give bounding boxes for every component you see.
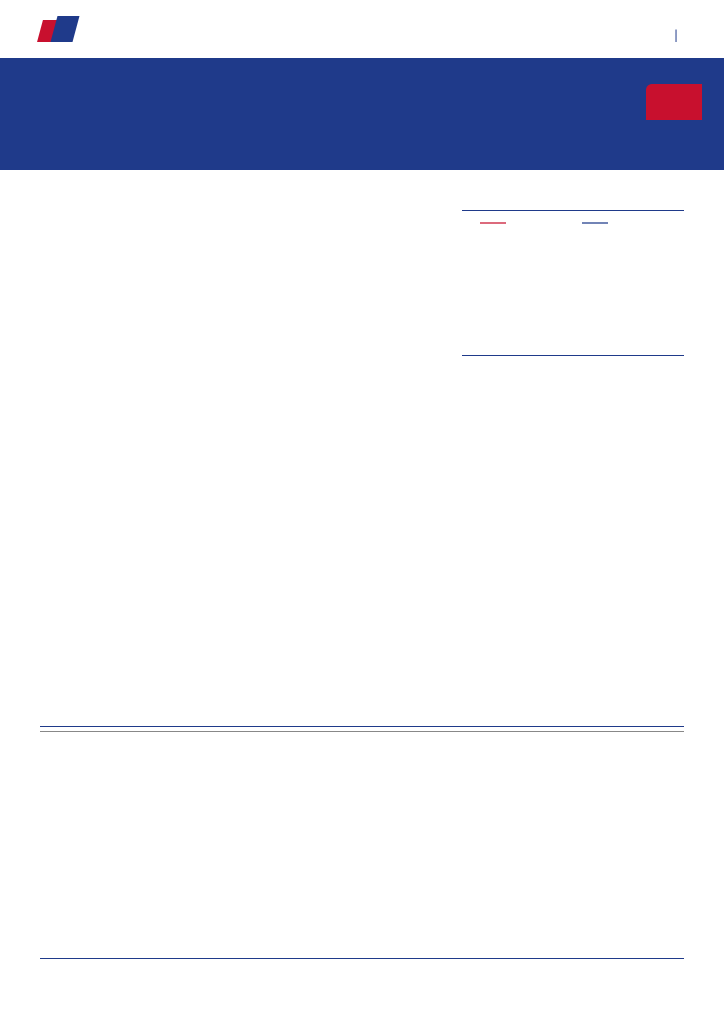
table-title <box>40 724 684 727</box>
core-views <box>40 188 440 194</box>
related-title <box>462 353 684 356</box>
forecast-table <box>40 729 684 732</box>
title-banner <box>0 58 724 170</box>
report-meta: | <box>673 28 678 42</box>
disclaimer-footer <box>40 958 684 963</box>
logo <box>40 14 84 46</box>
market-trend-chart <box>462 215 684 345</box>
trend-svg <box>462 215 684 345</box>
table-header-row <box>40 729 684 732</box>
forecast-section <box>40 724 684 736</box>
top-header <box>0 0 724 58</box>
sidebar <box>462 190 684 360</box>
rating-tag <box>646 84 702 120</box>
logo-mark-icon <box>40 14 78 46</box>
trend-title <box>462 208 684 211</box>
